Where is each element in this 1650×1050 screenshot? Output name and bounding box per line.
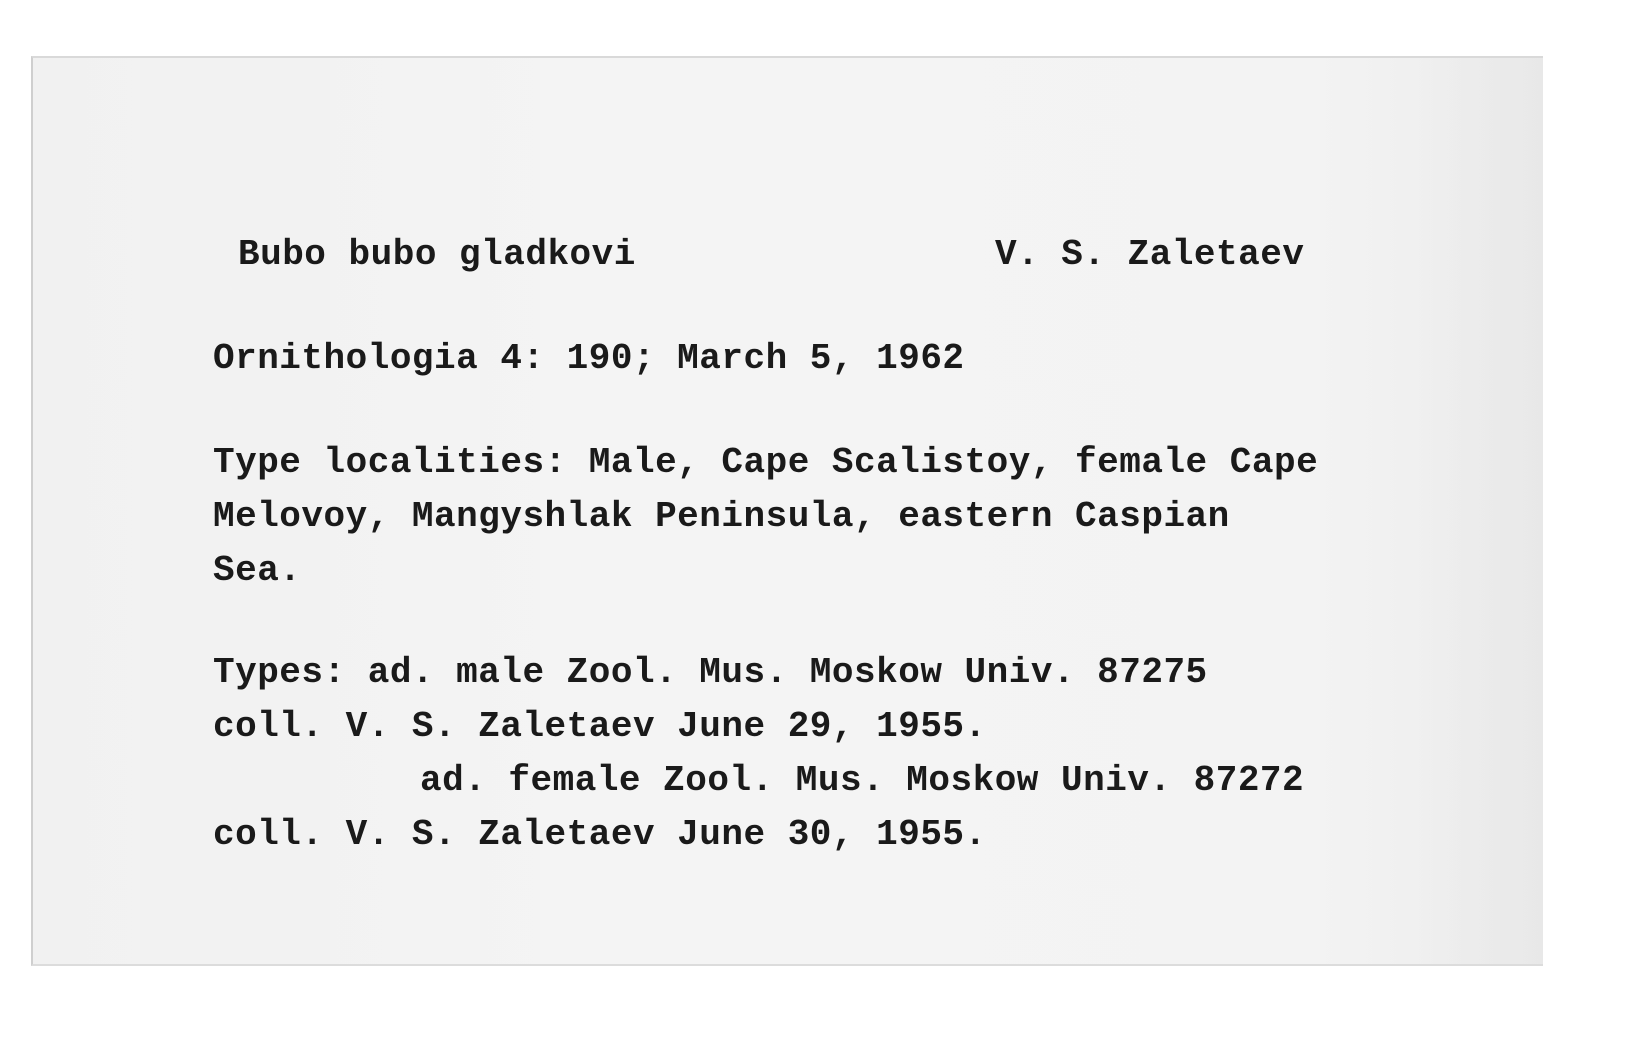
index-card (31, 56, 1543, 966)
type-localities-line: Sea. (213, 550, 302, 591)
types-line: coll. V. S. Zaletaev June 30, 1955. (213, 814, 987, 855)
type-localities-line: Type localities: Male, Cape Scalistoy, female Cape (213, 442, 1319, 483)
types-line: ad. female Zool. Mus. Moskow Univ. 87272 (420, 760, 1305, 801)
taxon-name: Bubo bubo gladkovi (238, 234, 636, 275)
taxon-author: V. S. Zaletaev (995, 234, 1305, 275)
type-localities-line: Melovoy, Mangyshlak Peninsula, eastern Caspian (213, 496, 1230, 537)
types-line: Types: ad. male Zool. Mus. Moskow Univ. 87275 (213, 652, 1208, 693)
types-line: coll. V. S. Zaletaev June 29, 1955. (213, 706, 987, 747)
publication-citation: Ornithologia 4: 190; March 5, 1962 (213, 338, 965, 379)
